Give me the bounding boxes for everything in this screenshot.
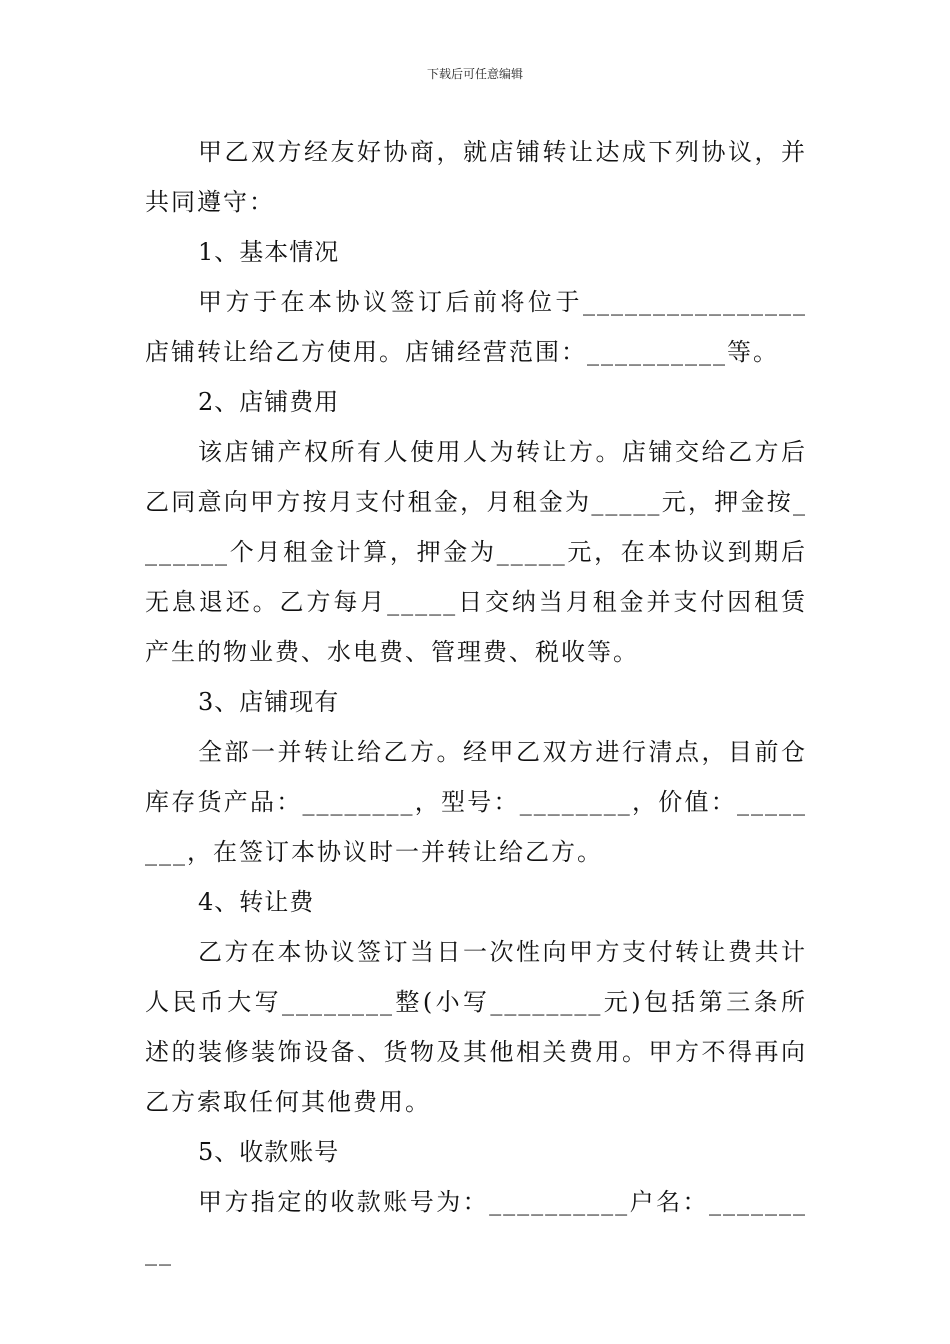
section-heading-existing-assets: 3、店铺现有 — [198, 688, 340, 716]
section-heading-transfer-fee: 4、转让费 — [198, 888, 315, 916]
payment-account-paragraph: 甲方指定的收款账号为：__________户名：_________ — [145, 1188, 807, 1266]
existing-assets-paragraph: 全部一并转让给乙方。经甲乙双方进行清点，目前仓库存货产品：________，型号：________，价值：________，在签订本协议时一并转让给乙方。 — [145, 738, 807, 866]
basic-info-paragraph: 甲方于在本协议签订后前将位于________________店铺转让给乙方使用。店铺经营范围：__________等。 — [145, 288, 807, 366]
page-header: 下载后可任意编辑 — [426, 67, 523, 81]
section-heading-payment-account: 5、收款账号 — [198, 1138, 340, 1166]
section-heading-basic-info: 1、基本情况 — [198, 238, 340, 266]
shop-fees-paragraph: 该店铺产权所有人使用人为转让方。店铺交给乙方后乙同意向甲方按月支付租金，月租金为_____元，押金按_______个月租金计算，押金为_____元，在本协议到期后无息退还。乙方每月_____日交纳当月租金并支付因租赁产生的物业费、水电费、管理费、税收等。 — [145, 438, 807, 666]
transfer-fee-paragraph: 乙方在本协议签订当日一次性向甲方支付转让费共计人民币大写________整(小写________元)包括第三条所述的装修装饰设备、货物及其他相关费用。甲方不得再向乙方索取任何其他费用。 — [145, 938, 807, 1116]
document-body — [145, 127, 807, 1277]
intro-paragraph: 甲乙双方经友好协商，就店铺转让达成下列协议，并共同遵守： — [145, 138, 807, 216]
section-heading-shop-fees: 2、店铺费用 — [198, 388, 340, 416]
